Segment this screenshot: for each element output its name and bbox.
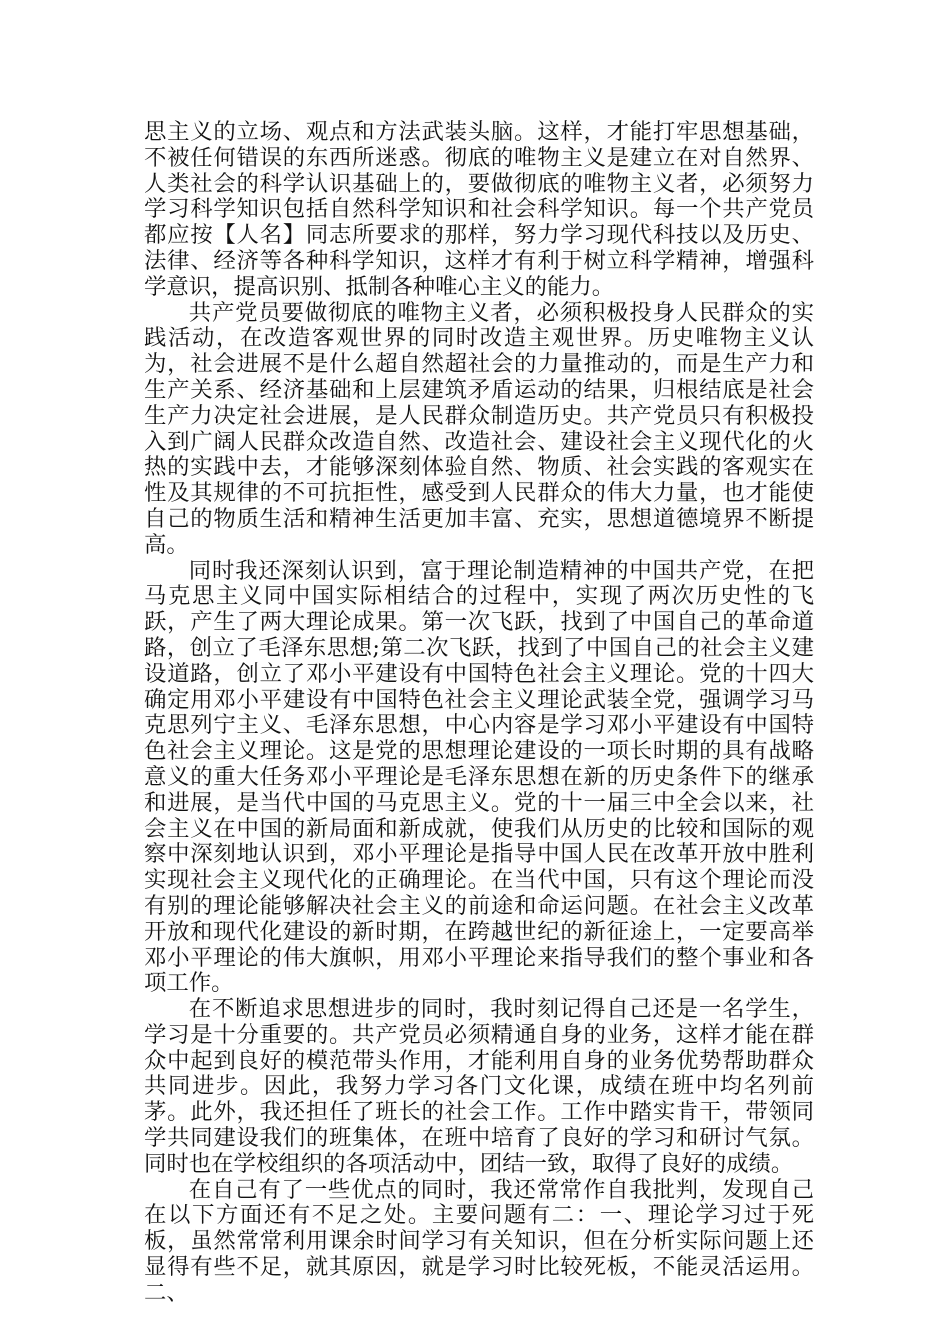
document-page xyxy=(144,120,814,1307)
paragraph-5: 在自己有了一些优点的同时，我还常常作自我批判，发现自己在以下方面还有不足之处。主要问题有二：一、理论学习过于死板，虽然常常利用课余时间学习有关知识，但在分析实际问题上还显得有些不足，就其原因，就是学习时比较死板，不能灵活运用。二、 xyxy=(144,1176,814,1306)
paragraph-4: 在不断追求思想进步的同时，我时刻记得自己还是一名学生，学习是十分重要的。共产党员必须精通自身的业务，这样才能在群众中起到良好的模范带头作用，才能利用自身的业务优势帮助群众共同进步。因此，我努力学习各门文化课，成绩在班中均名列前茅。此外，我还担任了班长的社会工作。工作中踏实肯干，带领同学共同建设我们的班集体，在班中培育了良好的学习和研讨气氛。同时也在学校组织的各项活动中，团结一致，取得了良好的成绩。 xyxy=(144,996,814,1177)
paragraph-1: 思主义的立场、观点和方法武装头脑。这样，才能打牢思想基础，不被任何错误的东西所迷惑。彻底的唯物主义是建立在对自然界、人类社会的科学认识基础上的，要做彻底的唯物主义者，必须努力学习科学知识包括自然科学知识和社会科学知识。每一个共产党员都应按【人名】同志所要求的那样，努力学习现代科技以及历史、法律、经济等各种科学知识，这样才有利于树立科学精神，增强科学意识，提高识别、抵制各种唯心主义的能力。 xyxy=(144,119,814,300)
paragraph-2: 共产党员要做彻底的唯物主义者，必须积极投身人民群众的实践活动，在改造客观世界的同时改造主观世界。历史唯物主义认为，社会进展不是什么超自然超社会的力量推动的，而是生产力和生产关系、经济基础和上层建筑矛盾运动的结果，归根结底是社会生产力决定社会进展，是人民群众制造历史。共产党员只有积极投入到广阔人民群众改造自然、改造社会、建设社会主义现代化的火热的实践中去，才能够深刻体验自然、物质、社会实践的客观实在性及其规律的不可抗拒性，感受到人民群众的伟大力量，也才能使自己的物质生活和精神生活更加丰富、充实，思想道德境界不断提高。 xyxy=(144,299,814,558)
paragraph-3: 同时我还深刻认识到，富于理论制造精神的中国共产党，在把马克思主义同中国实际相结合的过程中，实现了两次历史性的飞跃，产生了两大理论成果。第一次飞跃，找到了中国自己的革命道路，创立了毛泽东思想;第二次飞跃，找到了中国自己的社会主义建设道路，创立了邓小平建设有中国特色社会主义理论。党的十四大确定用邓小平建设有中国特色社会主义理论武装全党，强调学习马克思列宁主义、毛泽东思想，中心内容是学习邓小平建设有中国特色社会主义理论。这是党的思想理论建设的一项长时期的具有战略意义的重大任务邓小平理论是毛泽东思想在新的历史条件下的继承和进展，是当代中国的马克思主义。党的十一届三中全会以来，社会主义在中国的新局面和新成就，使我们从历史的比较和国际的观察中深刻地认识到，邓小平理论是指导中国人民在改革开放中胜利实现社会主义现代化的正确理论。在当代中国，只有这个理论而没有别的理论能够解决社会主义的前途和命运问题。在社会主义改革开放和现代化建设的新时期，在跨越世纪的新征途上，一定要高举邓小平理论的伟大旗帜，用邓小平理论来指导我们的整个事业和各项工作。 xyxy=(144,557,814,997)
